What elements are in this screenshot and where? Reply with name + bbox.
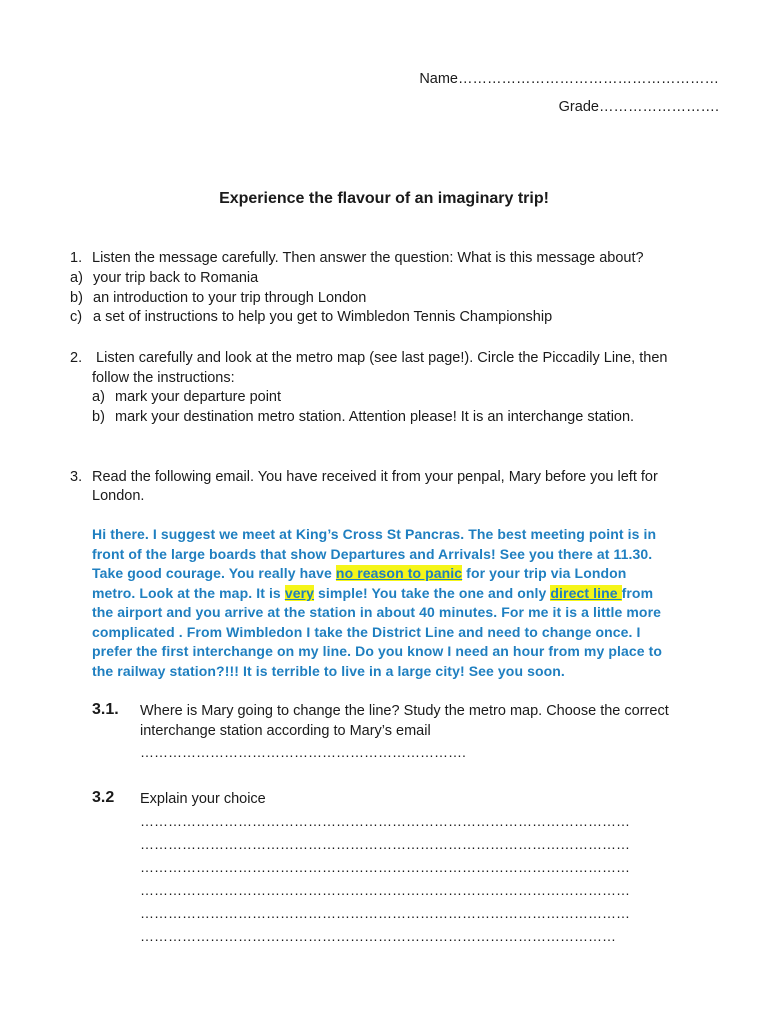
item-letter: a) xyxy=(92,389,105,405)
question-1-option-b xyxy=(70,290,366,306)
question-3 xyxy=(70,469,658,485)
highlighted-word: very xyxy=(284,585,315,601)
answer-line[interactable]: ………………………………………………………………………………………… xyxy=(140,928,616,944)
question-3-text: Read the following email. You have received it from your penpal, Mary before you left for xyxy=(92,469,658,485)
answer-line[interactable]: ……………………………………………………………. xyxy=(140,744,466,760)
question-3-2-number: 3.2 xyxy=(92,789,115,806)
email-line: complicated . From Wimbledon I take the District Line and need to change once. I xyxy=(92,624,641,640)
answer-line[interactable]: …………………………………………………………………………………………… xyxy=(140,882,630,898)
question-2-text-continued: follow the instructions: xyxy=(92,370,235,386)
email-line: the airport and you arrive at the station in about 40 minutes. For me it is a little more xyxy=(92,604,662,620)
worksheet-title: Experience the flavour of an imaginary trip! xyxy=(219,190,549,207)
item-letter: b) xyxy=(92,409,105,425)
email-text: Take good courage. You really have xyxy=(92,565,336,581)
question-1-text: Listen the message carefully. Then answer the question: What is this message about? xyxy=(92,250,644,266)
email-line xyxy=(92,565,626,581)
answer-line[interactable]: …………………………………………………………………………………………… xyxy=(140,905,630,921)
question-3-2-text: Explain your choice xyxy=(140,791,266,807)
question-2-text: Listen carefully and look at the metro map (see last page!). Circle the Piccadily Line, then xyxy=(92,350,668,366)
name-field: Name……………………………………………… xyxy=(419,71,719,87)
email-line: the railway station?!!! It is terrible to live in a large city! See you soon. xyxy=(92,663,565,679)
answer-line[interactable]: …………………………………………………………………………………………… xyxy=(140,836,630,852)
option-letter: a) xyxy=(70,270,83,286)
email-text: from xyxy=(621,585,654,601)
question-3-text-continued: London. xyxy=(92,488,145,504)
answer-line[interactable]: …………………………………………………………………………………………… xyxy=(140,859,630,875)
question-3-1-number: 3.1. xyxy=(92,701,119,718)
question-1-number: 1. xyxy=(70,250,83,266)
option-text: a set of instructions to help you get to Wimbledon Tennis Championship xyxy=(93,309,553,325)
option-text: your trip back to Romania xyxy=(93,270,259,286)
email-text: simple! You take the one and only xyxy=(314,585,551,601)
question-3-number: 3. xyxy=(70,469,83,485)
item-text: mark your departure point xyxy=(115,389,282,405)
email-text: metro. Look at the map. It is xyxy=(92,585,285,601)
question-2 xyxy=(70,350,667,366)
option-text: an introduction to your trip through London xyxy=(93,290,367,306)
item-text: mark your destination metro station. Attention please! It is an interchange station. xyxy=(115,409,635,425)
grade-field: Grade……………………. xyxy=(558,99,719,115)
question-2-item-b xyxy=(92,409,634,425)
answer-line[interactable]: …………………………………………………………………………………………… xyxy=(140,813,630,829)
question-2-item-a xyxy=(92,389,281,405)
question-1 xyxy=(70,250,644,266)
email-line: front of the large boards that show Departures and Arrivals! See you there at 11.30. xyxy=(92,546,653,562)
question-3-1-text: Where is Mary going to change the line? Study the metro map. Choose the correct xyxy=(140,703,669,719)
question-1-option-a xyxy=(70,270,258,286)
email-text: for your trip via London xyxy=(462,565,627,581)
email-line: prefer the first interchange on my line. Do you know I need an hour from my place to xyxy=(92,643,663,659)
email-line xyxy=(92,585,653,601)
option-letter: b) xyxy=(70,290,83,306)
highlighted-phrase: direct line xyxy=(550,585,622,601)
option-letter: c) xyxy=(70,309,83,325)
question-2-number: 2. xyxy=(70,350,83,366)
question-1-option-c xyxy=(70,309,552,325)
email-line: Hi there. I suggest we meet at King’s Cross St Pancras. The best meeting point is in xyxy=(92,526,657,542)
highlighted-phrase: no reason to panic xyxy=(335,565,463,581)
question-3-1-text-continued: interchange station according to Mary’s email xyxy=(140,723,431,739)
